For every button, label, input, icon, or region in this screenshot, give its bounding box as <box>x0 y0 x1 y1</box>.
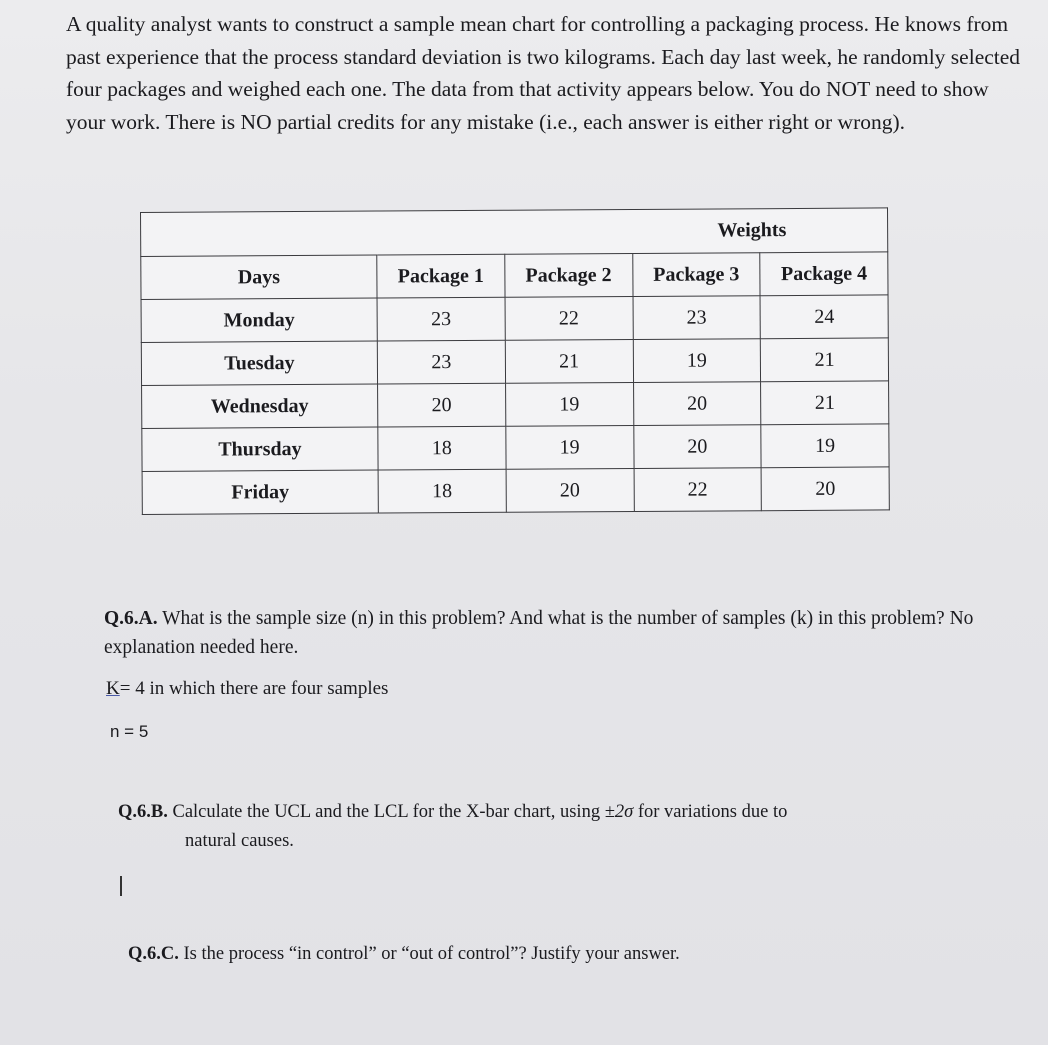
question-6c-label: Q.6.C. <box>128 944 179 964</box>
header-package-1: Package 1 <box>377 254 505 298</box>
header-package-4: Package 4 <box>760 252 888 296</box>
table-row <box>142 381 889 429</box>
weight-cell: 23 <box>377 297 505 341</box>
question-6b-text-end: for variations due to <box>633 802 788 822</box>
question-6b-text: Calculate the UCL and the LCL for the X-bar chart, using <box>167 802 605 822</box>
weights-group-header: Weights <box>377 208 888 255</box>
weight-cell: 19 <box>761 424 889 468</box>
weight-cell: 20 <box>506 468 634 512</box>
day-cell: Wednesday <box>142 384 378 428</box>
weight-cell: 20 <box>633 425 761 469</box>
question-6c <box>128 944 680 965</box>
weight-cell: 22 <box>634 468 762 512</box>
weight-cell: 18 <box>378 469 506 513</box>
weight-cell: 20 <box>633 382 761 426</box>
answer-6a-n[interactable]: n = 5 <box>110 722 149 741</box>
table-group-header-row <box>141 208 888 257</box>
weight-cell: 23 <box>377 340 505 384</box>
text-cursor[interactable] <box>120 876 122 896</box>
table-header-row <box>141 252 888 300</box>
answer-k-prefix: K <box>106 678 120 699</box>
question-6a-label: Q.6.A. <box>104 608 158 629</box>
table-row <box>142 424 889 472</box>
question-6a <box>104 604 984 662</box>
day-cell: Thursday <box>142 427 378 471</box>
day-cell: Friday <box>142 470 378 514</box>
weights-table-container <box>140 212 892 515</box>
problem-intro: A quality analyst wants to construct a sample mean chart for controlling a packaging process. He knows from past experience that the process standard deviation is two kilograms. Each day last week, he randomly selected four packages and weighed each one. The data from that activity appears below. You do NOT need to show your work. There is NO partial credits for any mistake (i.e., each answer is either right or wrong). <box>66 12 1021 134</box>
weight-cell: 21 <box>761 381 889 425</box>
weight-cell: 19 <box>505 382 633 426</box>
sigma-symbol: ±2σ <box>604 802 634 822</box>
question-6b-line2: natural causes. <box>185 831 294 851</box>
weight-cell: 21 <box>505 339 633 383</box>
weight-cell: 20 <box>761 467 889 511</box>
weight-cell: 22 <box>505 296 633 340</box>
answer-6a-k[interactable] <box>106 678 388 700</box>
header-days: Days <box>141 255 377 299</box>
weight-cell: 19 <box>633 339 761 383</box>
weight-cell: 18 <box>378 426 506 470</box>
question-6b <box>118 798 978 856</box>
table-row <box>141 338 888 386</box>
question-6b-label: Q.6.B. <box>118 802 168 822</box>
answer-k-text: = 4 in which there are four samples <box>119 678 389 699</box>
day-cell: Monday <box>141 298 377 342</box>
day-cell: Tuesday <box>141 341 377 385</box>
question-6c-text: Is the process “in control” or “out of control”? Justify your answer. <box>178 944 680 964</box>
table-row <box>142 467 889 515</box>
weight-cell: 23 <box>633 296 761 340</box>
weight-cell: 20 <box>378 383 506 427</box>
header-package-2: Package 2 <box>505 253 633 297</box>
weights-table <box>140 207 890 515</box>
weight-cell: 24 <box>760 295 888 339</box>
question-6a-text: What is the sample size (n) in this problem? And what is the number of samples (k) in this problem? No explanation needed here. <box>104 608 974 658</box>
header-package-3: Package 3 <box>632 253 760 297</box>
table-row <box>141 295 888 343</box>
weight-cell: 21 <box>761 338 889 382</box>
weight-cell: 19 <box>506 425 634 469</box>
